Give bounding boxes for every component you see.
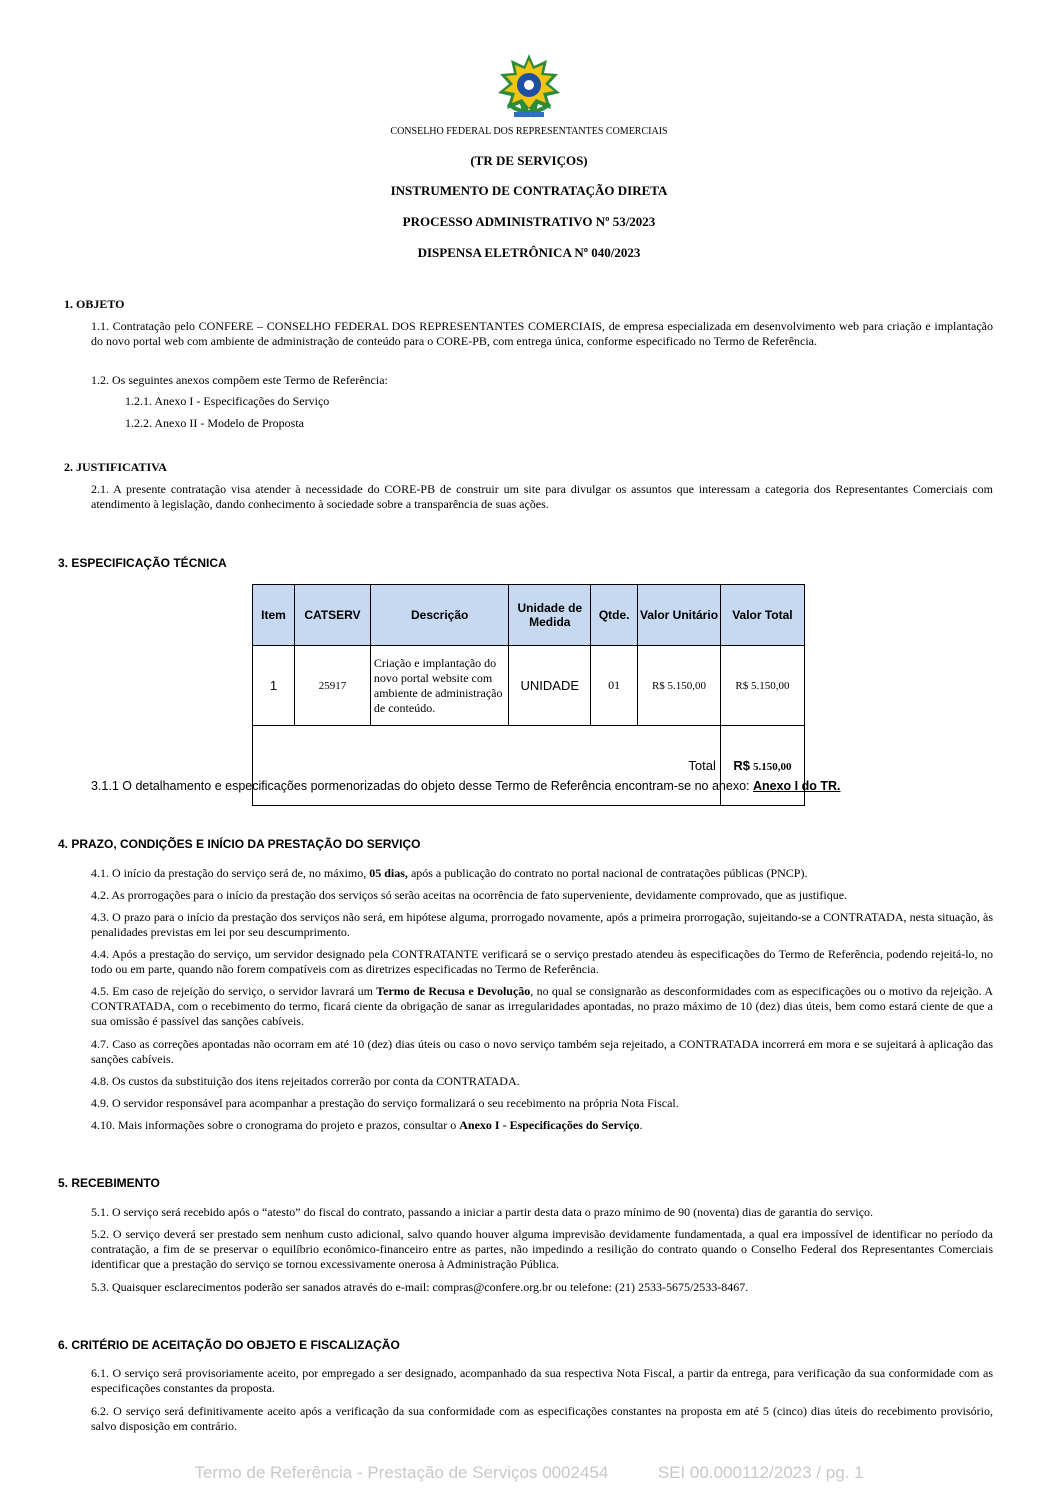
paragraph-4-5	[91, 984, 993, 1029]
paragraph-1-2-1: 1.2.1. Anexo I - Especificações do Serviço	[125, 394, 330, 408]
table-cell: 01	[591, 646, 638, 726]
paragraph-4-1	[91, 866, 993, 881]
bold-span: Anexo I - Especificações do Serviço	[459, 1118, 640, 1132]
organization-name: CONSELHO FEDERAL DOS REPRESENTANTES COMERCIAIS	[390, 126, 668, 137]
paragraph-4-8: 4.8. Os custos da substituição dos itens rejeitados correrão por conta da CONTRATADA.	[91, 1074, 520, 1088]
table-header: Unidade de Medida	[509, 585, 591, 646]
paragraph-5-2: 5.2. O serviço deverá ser prestado sem nenhum custo adicional, salvo quando houver alguma imprevisão devidamente fundamentada, a qual era impossível de identificar no período da contratação, a fim de se preservar o equilíbrio econômico-financeiro entre as partes, não impedindo a resilição do contrato quando o Conselho Federal dos Representantes Comerciais identificar que a prestação do serviço se tornou excessivamente onerosa à Administração Pública.	[91, 1227, 993, 1271]
section-5-title: 5. RECEBIMENTO	[58, 1176, 160, 1190]
paragraph-4-9: 4.9. O servidor responsável para acompanhar a prestação do serviço formalizará o seu recebimento na própria Nota Fiscal.	[91, 1096, 679, 1110]
paragraph-5-1: 5.1. O serviço será recebido após o “atesto” do fiscal do contrato, passando a iniciar a partir desta data o prazo mínimo de 90 (noventa) dias de garantia do serviço.	[91, 1205, 874, 1219]
spec-table	[252, 584, 805, 806]
bold-span: 05 dias,	[369, 866, 408, 880]
text-span: após a publicação do contrato no portal nacional de contratações públicas (PNCP).	[407, 866, 808, 880]
table-header: Valor Unitário	[638, 585, 721, 646]
table-row	[253, 646, 805, 726]
section-4-title: 4. PRAZO, CONDIÇÕES E INÍCIO DA PRESTAÇÃO DO SERVIÇO	[58, 837, 421, 851]
paragraph-4-7: 4.7. Caso as correções apontadas não ocorram em até 10 (dez) dias úteis ou caso o novo serviço também seja rejeitado, a CONTRATADA incorrerá em mora e se sujeitará à aplicação das sanções cabíveis.	[91, 1037, 993, 1066]
annex-link[interactable]: Anexo I do TR.	[752, 779, 841, 793]
paragraph-4-3: 4.3. O prazo para o início da prestação dos serviços não será, em hipótese alguma, prorrogado novamente, após a primeira prorrogação, sujeitando-se a CONTRATADA, nesta situação, às penalidades previstas em lei por seu descumprimento.	[91, 910, 993, 939]
paragraph-2-1: 2.1. A presente contratação visa atender à necessidade do CORE-PB de construir um site para divulgar os assuntos que interessam a categoria dos Representantes Comerciais com atendimento à legislação, dando conhecimento à sociedade sobre a transparência de suas ações.	[91, 482, 993, 511]
text-span: , no qual se consignarão as desconformidades com as especificações ou o motivo da rejeição. A CONTRATADA, com o recebimento do termo, ficará ciente da obrigação de sanar as irregularidades apontadas, no prazo máximo de 10 (dez) dias úteis, bem como estará ciente de que a sua omissão é passível das sanções cabíveis.	[91, 984, 993, 1028]
section-2-title: 2. JUSTIFICATIVA	[64, 460, 167, 474]
paragraph-3-1-1	[91, 779, 993, 794]
table-header: Descrição	[370, 585, 509, 646]
doc-title: INSTRUMENTO DE CONTRATAÇÃO DIRETA	[390, 183, 668, 198]
text-span: 4.10. Mais informações sobre o cronograma do projeto e prazos, consultar o	[91, 1118, 460, 1132]
table-header-row	[253, 585, 805, 646]
paragraph-4-2: 4.2. As prorrogações para o início da prestação dos serviços só serão aceitas na ocorrência de fato superveniente, devidamente comprovado, que as justifique.	[91, 888, 848, 902]
paragraph-5-3: 5.3. Quaisquer esclarecimentos poderão ser sanados através do e-mail: compras@confere.org.br ou telefone: (21) 2533-5675/2533-8467.	[91, 1280, 749, 1294]
paragraph-1-2: 1.2. Os seguintes anexos compõem este Termo de Referência:	[91, 373, 388, 387]
paragraph-4-4: 4.4. Após a prestação do serviço, um servidor designado pela CONTRATANTE verificará se o serviço prestado atendeu às especificações do Termo de Referência, podendo rejeitá-lo, no todo ou em parte, quando não forem compatíveis com as diretrizes especificadas no Termo de Referência.	[91, 947, 993, 976]
note-text: 3.1.1 O detalhamento e especificações pormenorizadas do objeto desse Termo de Referência encontram-se no anexo:	[91, 779, 753, 793]
paragraph-6-1: 6.1. O serviço será provisoriamente aceito, por empregado a ser designado, acompanhado da sua respectiva Nota Fiscal, a partir da entrega, para verificação da sua conformidade com as especificações constantes da proposta.	[91, 1366, 993, 1395]
paragraph-1-2-2: 1.2.2. Anexo II - Modelo de Proposta	[125, 416, 304, 430]
paragraph-1-1: 1.1. Contratação pelo CONFERE – CONSELHO FEDERAL DOS REPRESENTANTES COMERCIAIS, de empresa especializada em desenvolvimento web para criação e implantação do novo portal web com ambiente de administração de conteúdo para o CORE-PB, com entrega única, conforme especificado no Termo de Referência.	[91, 319, 993, 348]
table-cell: R$ 5.150,00	[638, 646, 721, 726]
table-header: CATSERV	[295, 585, 371, 646]
section-6-title: 6. CRITÉRIO DE ACEITAÇÃO DO OBJETO E FISCALIZAÇÃO	[58, 1338, 400, 1352]
table-header: Qtde.	[591, 585, 638, 646]
table-header: Item	[253, 585, 295, 646]
text-span: 4.5. Em caso de rejeição do serviço, o servidor lavrará um	[91, 984, 377, 998]
total-value: 5.150,00	[752, 760, 792, 773]
section-1-title: 1. OBJETO	[64, 297, 125, 311]
text-span: 4.1. O início da prestação do serviço será de, no máximo,	[91, 866, 370, 880]
footer-sei-ref: SEI 00.000112/2023 / pg. 1	[657, 1463, 864, 1482]
dispensa-number: DISPENSA ELETRÔNICA Nº 040/2023	[417, 245, 641, 260]
table-header: Valor Total	[720, 585, 804, 646]
total-label: Total	[253, 726, 721, 806]
paragraph-4-10	[91, 1118, 993, 1133]
table-cell: 1	[253, 646, 295, 726]
brazil-coat-of-arms-icon	[494, 52, 564, 122]
doc-type: (TR DE SERVIÇOS)	[470, 153, 588, 168]
process-number: PROCESSO ADMINISTRATIVO Nº 53/2023	[402, 214, 656, 229]
footer-doc-ref: Termo de Referência - Prestação de Serviços 0002454	[194, 1463, 609, 1482]
table-cell: R$ 5.150,00	[720, 646, 804, 726]
section-3-title: 3. ESPECIFICAÇÃO TÉCNICA	[58, 556, 227, 570]
table-cell: 25917	[295, 646, 371, 726]
table-cell: Criação e implantação do novo portal website com ambiente de administração de conteúdo.	[370, 646, 509, 726]
text-span: .	[639, 1118, 643, 1132]
page-footer	[0, 1463, 1058, 1483]
paragraph-6-2: 6.2. O serviço será definitivamente aceito após a verificação da sua conformidade com as especificações constantes na proposta em até 5 (cinco) dias úteis do recebimento provisório, salvo disposição em contrário.	[91, 1404, 993, 1433]
total-currency: R$	[733, 757, 750, 773]
bold-span: Termo de Recusa e Devolução	[376, 984, 531, 998]
table-cell: UNIDADE	[509, 646, 591, 726]
